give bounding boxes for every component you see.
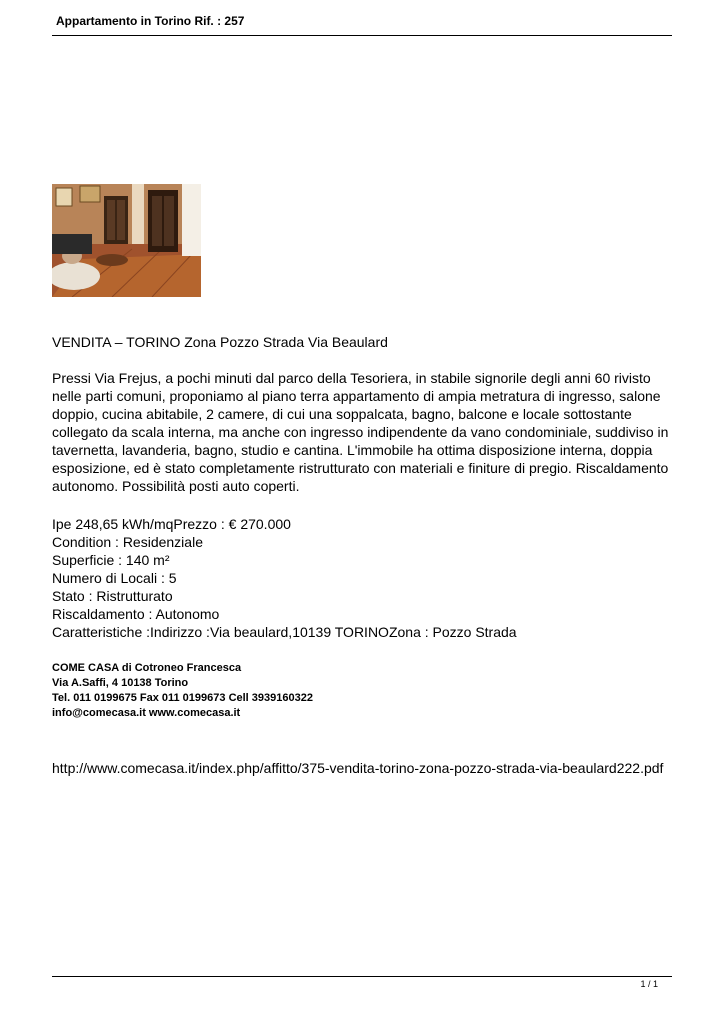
agency-name: COME CASA di Cotroneo Francesca (52, 662, 242, 674)
page-header-title: Appartamento in Torino Rif. : 257 (56, 14, 245, 28)
spec-address: Caratteristiche :Indirizzo :Via beaulard,10139 TORINOZona : Pozzo Strada (52, 624, 517, 640)
spec-heating: Riscaldamento : Autonomo (52, 606, 220, 622)
listing-specs (52, 515, 677, 641)
spec-condition: Condition : Residenziale (52, 534, 203, 550)
spec-state: Stato : Ristrutturato (52, 588, 173, 604)
agency-address: Via A.Saffi, 4 10138 Torino (52, 677, 189, 689)
spec-surface: Superficie : 140 m² (52, 552, 170, 568)
page-number: 1 / 1 (640, 979, 658, 989)
spec-rooms: Numero di Locali : 5 (52, 570, 177, 586)
property-photo (52, 184, 201, 297)
source-url[interactable]: http://www.comecasa.it/index.php/affitto/375-vendita-torino-zona-pozzo-strada-via-beaulard222.pdf (52, 760, 664, 776)
listing-headline: VENDITA – TORINO Zona Pozzo Strada Via Beaulard (52, 334, 388, 350)
header-divider (52, 35, 672, 36)
listing-description: Pressi Via Frejus, a pochi minuti dal parco della Tesoriera, in stabile signorile degli anni 60 rivisto nelle parti comuni, proponiamo al piano terra appartamento di ampia metratura di ingresso, salone doppio, cucina abitabile, 2 camere, di cui una soppalcata, bagno, balcone e locale sottostante collegato da scala interna, ma anche con ingresso indipendente da vano condominiale, suddiviso in tavernetta, lavanderia, bagno, studio e cantina. L'immobile ha ottima disposizione interna, doppia esposizione, ed è stato completamente ristrutturato con materiali e finiture di pregio. Riscaldamento autonomo. Possibilità posti auto coperti. (52, 370, 669, 494)
agency-web: info@comecasa.it www.comecasa.it (52, 707, 241, 719)
spec-energy-price: Ipe 248,65 kWh/mqPrezzo : € 270.000 (52, 516, 291, 532)
footer-divider (52, 976, 672, 977)
agency-phones: Tel. 011 0199675 Fax 011 0199673 Cell 3939160322 (52, 692, 313, 704)
agency-info (52, 661, 313, 721)
